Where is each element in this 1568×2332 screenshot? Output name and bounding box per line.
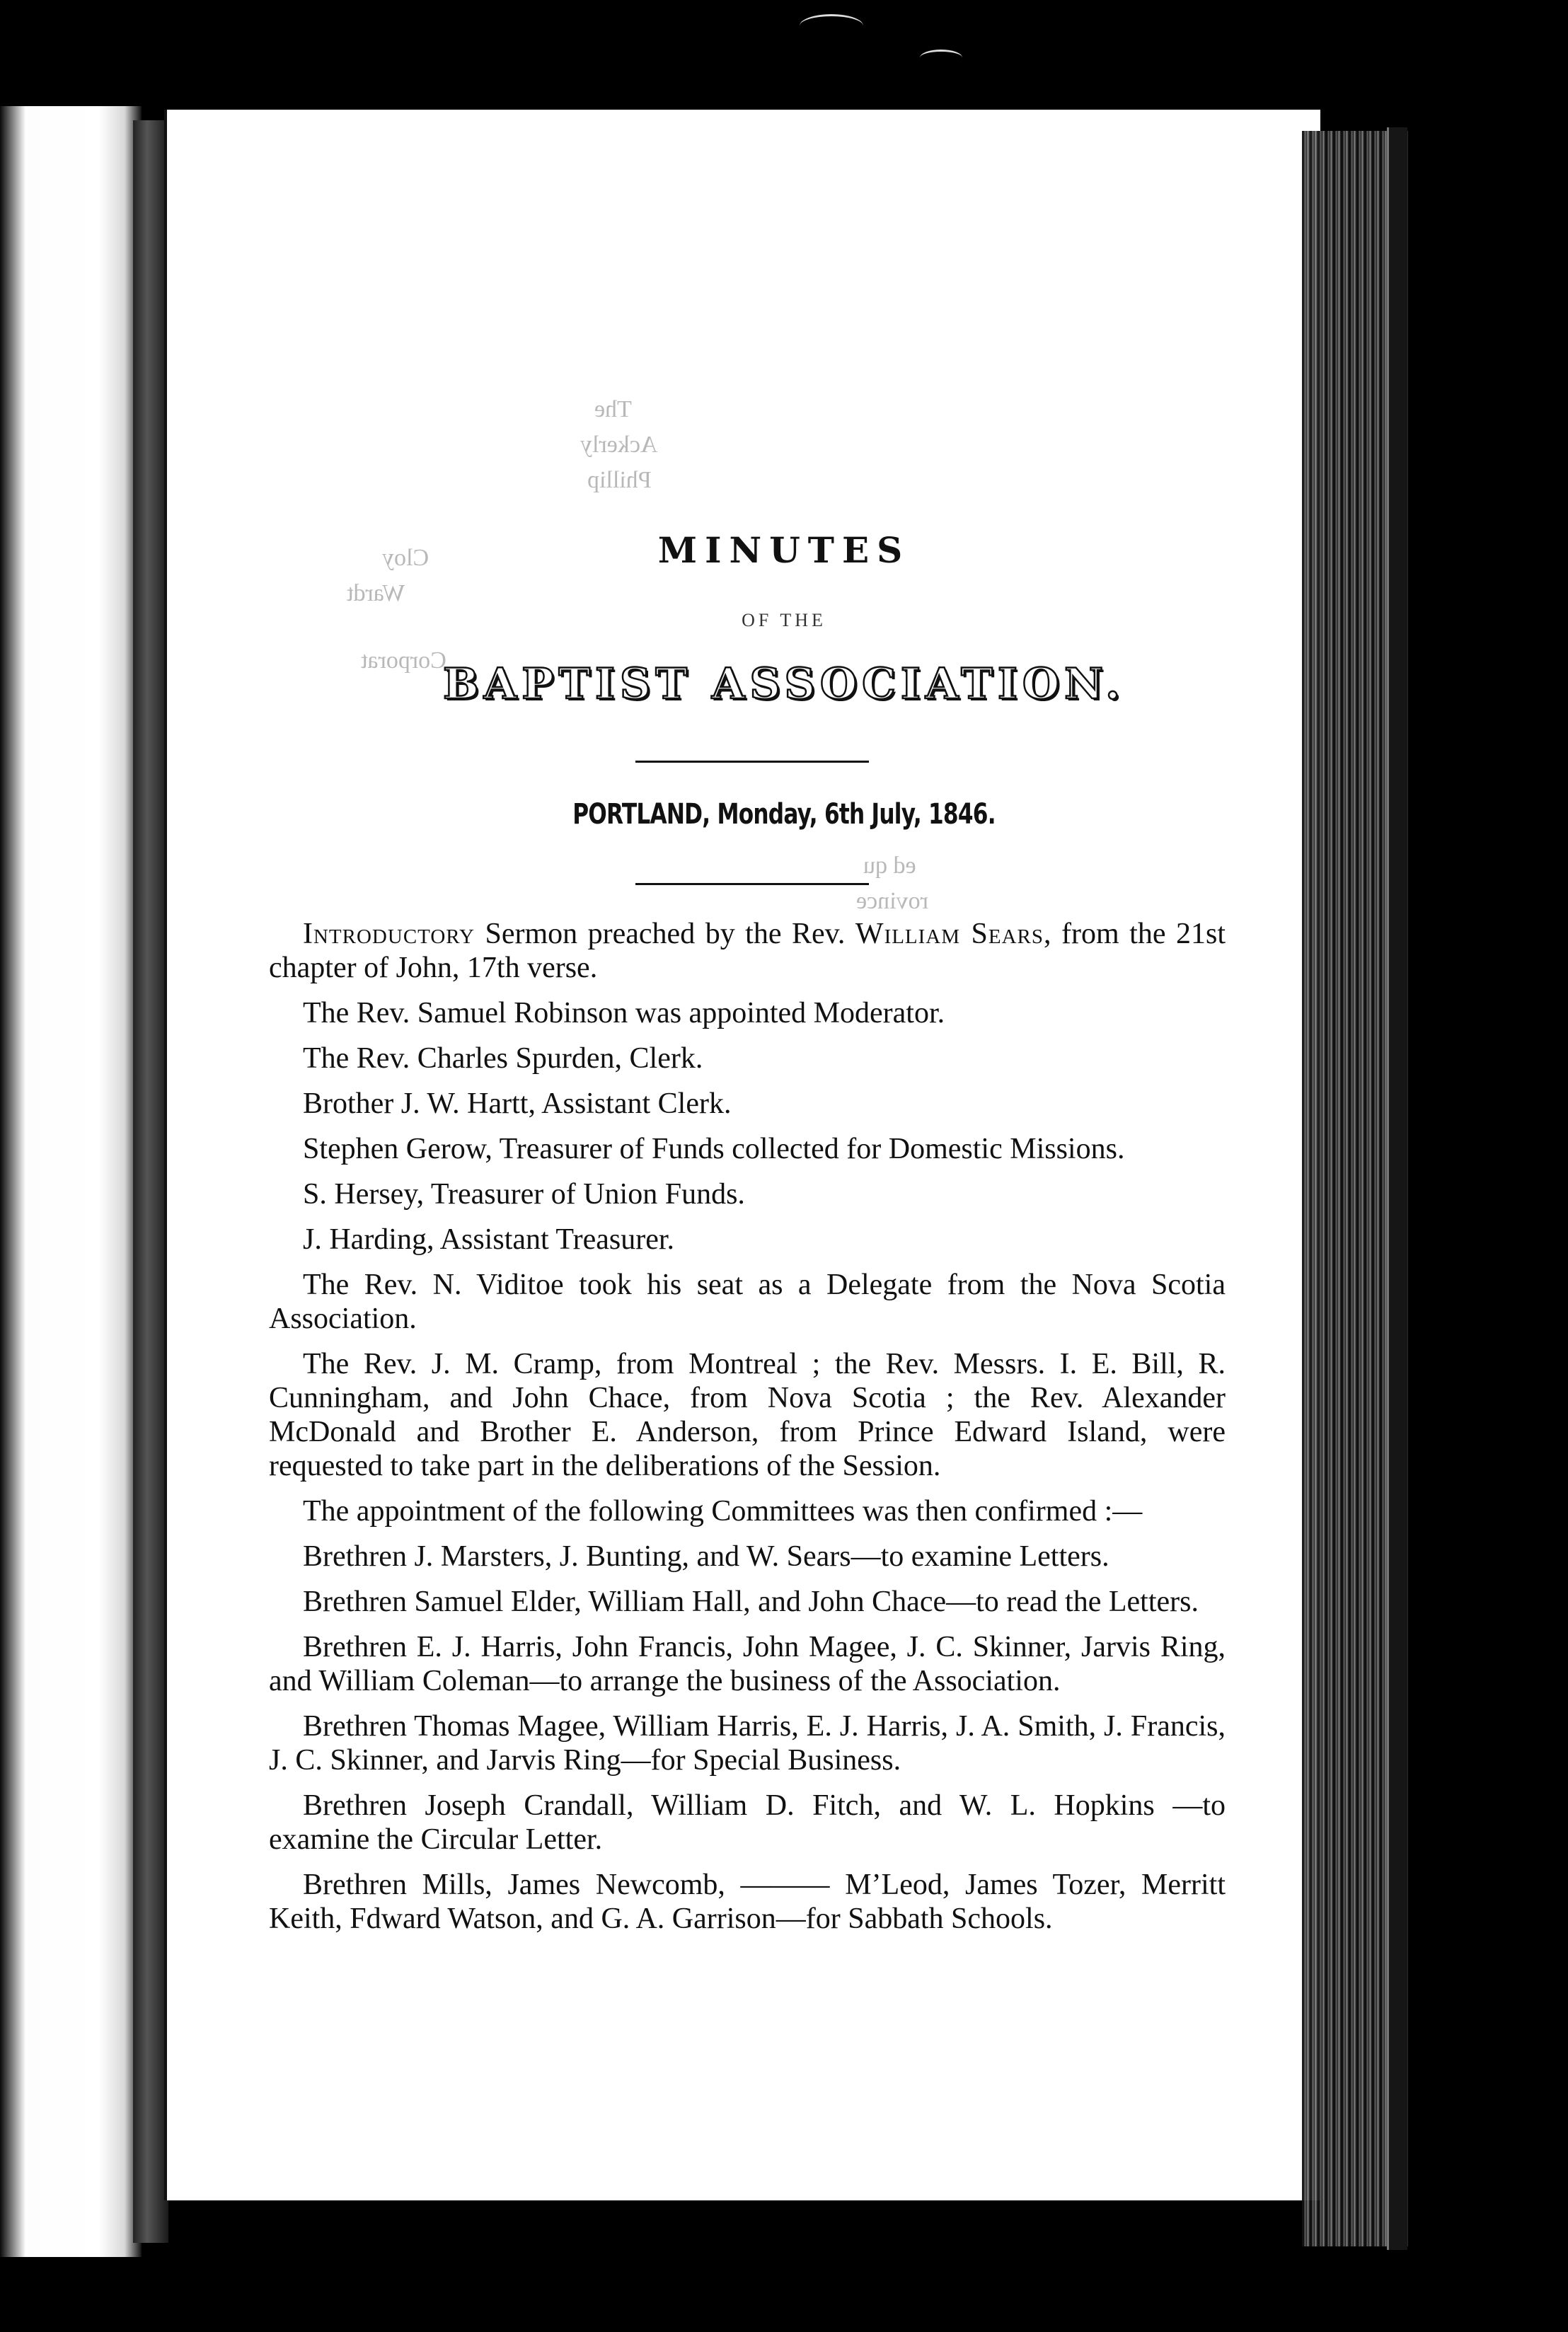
paragraph: Brethren Samuel Elder, William Hall, and John Chace—to read the Letters. (303, 1586, 1199, 1618)
bleed-through-text: The (594, 396, 632, 422)
paragraph: S. Hersey, Treasurer of Union Funds. (303, 1178, 745, 1211)
paragraph: Brethren Mills, James Newcomb, ——— M’Leod, James Tozer, Merritt Keith, Fdward Watson, and G. A. Garrison—for Sabbath Schools. (269, 1869, 1226, 1935)
bleed-through-text: Corporat (361, 647, 446, 674)
paragraph-text: Sermon preached by the Rev. (474, 918, 855, 950)
paragraph: Brother J. W. Hartt, Assistant Clerk. (303, 1087, 732, 1120)
bleed-through-text: ed qu (863, 853, 916, 879)
divider-rule (635, 883, 869, 885)
bleed-through-text: Cloy (382, 545, 430, 571)
lead-word: Introductory (303, 918, 475, 950)
paragraph-text: , from the 21st chapter of John, 17th verse. (269, 918, 1226, 984)
dateline: PORTLAND, Monday, 6th July, 1846. (572, 798, 996, 831)
bleed-through-text: Phillip (587, 467, 652, 493)
book-gutter (133, 120, 168, 2243)
paragraph: The Rev. Charles Spurden, Clerk. (303, 1042, 703, 1075)
bleed-through-text: Ackerly (580, 432, 658, 458)
minutes-body (269, 917, 1226, 1947)
paragraph: Brethren Thomas Magee, William Harris, E. J. Harris, J. A. Smith, J. Francis, J. C. Skinner, and Jarvis Ring—for Special Business. (269, 1710, 1226, 1777)
edge-mark (800, 14, 863, 37)
heading-minutes: MINUTES (657, 529, 911, 571)
bleed-through-text: rovince (856, 888, 928, 914)
paragraph: Brethren Joseph Crandall, William D. Fitch, and W. L. Hopkins —to examine the Circular Letter. (269, 1789, 1226, 1856)
heading-of-the: OF THE (742, 610, 826, 630)
paragraph: Stephen Gerow, Treasurer of Funds collected for Domestic Missions. (303, 1133, 1125, 1165)
paragraph: The Rev. N. Viditoe took his seat as a Delegate from the Nova Scotia Association. (269, 1269, 1226, 1335)
preacher-name: William Sears (855, 918, 1044, 950)
paragraph: The appointment of the following Committees was then confirmed :— (303, 1495, 1143, 1528)
paragraph: J. Harding, Assistant Treasurer. (303, 1223, 674, 1256)
paragraph: The Rev. Samuel Robinson was appointed Moderator. (303, 997, 945, 1029)
divider-rule (635, 761, 869, 763)
paragraph: Brethren J. Marsters, J. Bunting, and W. Sears—to examine Letters. (303, 1540, 1109, 1573)
bleed-through-text: Wardt (347, 580, 405, 606)
facing-page-edge (0, 106, 142, 2257)
paragraph: Brethren E. J. Harris, John Francis, John Magee, J. C. Skinner, Jarvis Ring, and William Coleman—to arrange the business of the Association. (269, 1631, 1226, 1697)
cover-edge (1387, 127, 1407, 2250)
heading-association: BAPTIST ASSOCIATION. (442, 659, 1126, 709)
paragraph: The Rev. J. M. Cramp, from Montreal ; the Rev. Messrs. I. E. Bill, R. Cunningham, and John Chace, from Nova Scotia ; the Rev. Alexander McDonald and Brother E. Anderson, from Prince Edward Island, were requested to take part in the deliberations of the Session. (269, 1348, 1226, 1482)
edge-mark (920, 50, 962, 66)
paragraph (269, 917, 1226, 985)
